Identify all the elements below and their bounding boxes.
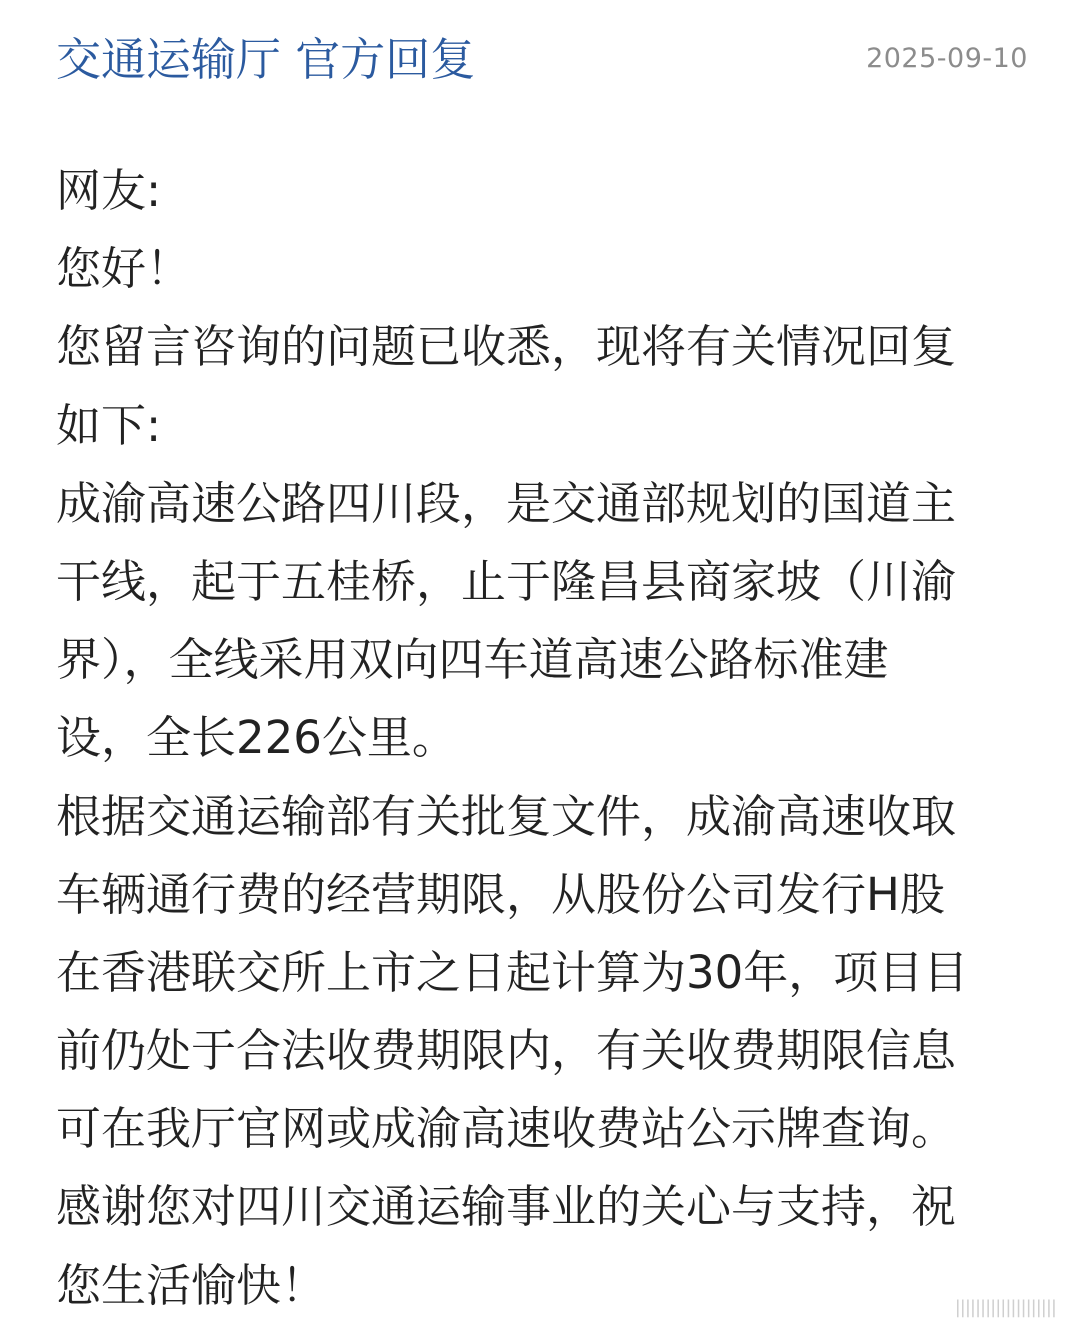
reply-line: 界），全线采用双向四车道高速公路标准建 xyxy=(56,633,889,687)
reply-line: 可在我厅官网或成渝高速收费站公示牌查询。 xyxy=(56,1102,957,1156)
reply-line-greeting: 网友: xyxy=(56,164,162,217)
reply-line: 干线，起于五桂桥，止于隆昌县商家坡（川渝 xyxy=(56,554,957,608)
reply-line-closing: 您生活愉快！ xyxy=(56,1258,327,1312)
reply-body xyxy=(56,152,1028,1325)
reply-date: 2025-09-10 xyxy=(866,43,1028,74)
reply-title: 交通运输厅 官方回复 xyxy=(56,33,476,86)
reply-line: 成渝高速公路四川段，是交通部规划的国道主 xyxy=(56,476,957,530)
reply-line: 根据交通运输部有关批复文件，成渝高速收取 xyxy=(56,789,957,843)
reply-line: 在香港联交所上市之日起计算为30年，项目目 xyxy=(56,945,969,999)
more-dots-icon: |||||||||||||||||||| xyxy=(954,1297,1056,1318)
reply-line: 您留言咨询的问题已收悉，现将有关情况回复 xyxy=(56,320,957,374)
reply-line: 如下: xyxy=(56,398,162,452)
reply-line: 前仍处于合法收费期限内，有关收费期限信息 xyxy=(56,1024,957,1078)
reply-line: 感谢您对四川交通运输事业的关心与支持，祝 xyxy=(56,1180,957,1234)
reply-line-salutation: 您好！ xyxy=(56,242,192,296)
reply-header xyxy=(56,28,1028,92)
reply-line: 设，全长226公里。 xyxy=(56,711,457,765)
reply-line: 车辆通行费的经营期限，从股份公司发行H股 xyxy=(56,867,945,921)
